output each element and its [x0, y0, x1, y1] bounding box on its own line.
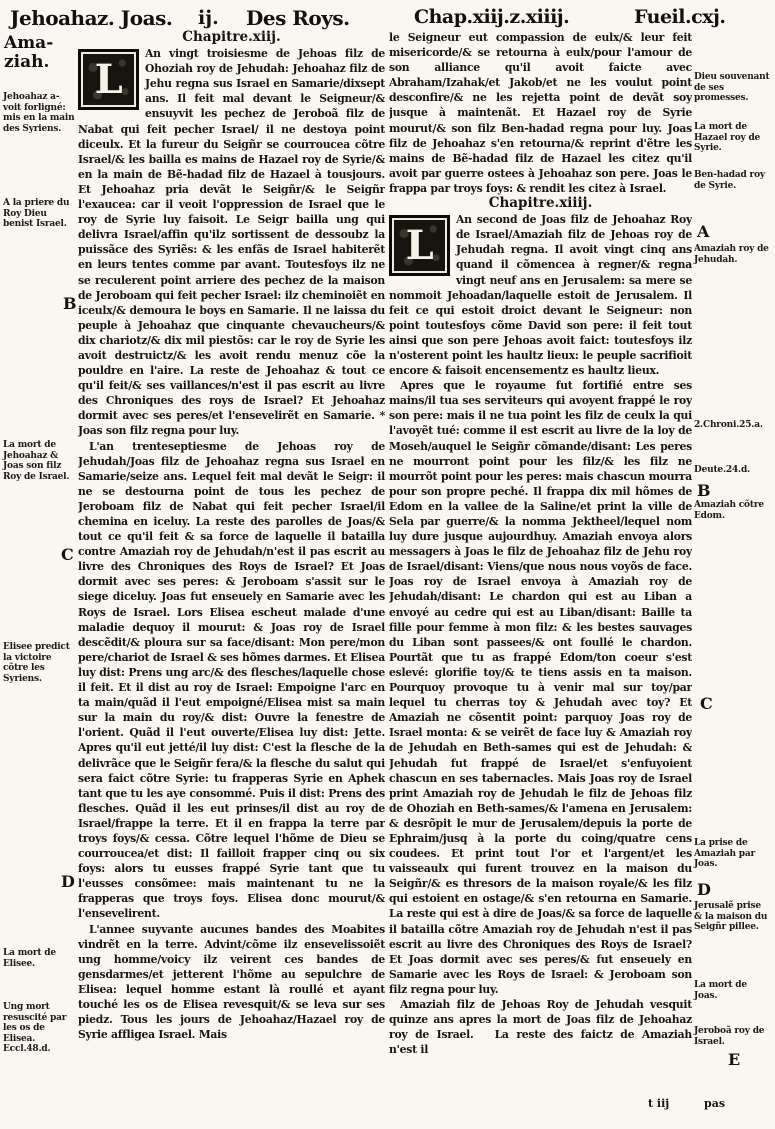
margin-note-benhadad: Ben-hadad roy de Syrie. [694, 170, 765, 191]
running-title-line1: Ama- [4, 33, 54, 53]
margin-note-mort-elisee: La mort de Elisee. [3, 948, 56, 969]
section-letter-d-right: D [697, 880, 711, 899]
text-paragraph [389, 212, 692, 378]
header-chapter-range: Chap.xiij.z.xiiij. [414, 6, 570, 28]
header-folio-number: Fueil.cxj. [634, 6, 726, 28]
header-book-number: ij. [198, 7, 219, 29]
drop-cap-letter: L [405, 221, 434, 269]
catchword: pas [704, 1097, 726, 1110]
left-text-column [78, 30, 385, 1126]
margin-note-mort-jehoahaz: La mort de Jehoahaz & Joas son filz Roy de Israel. [3, 440, 70, 482]
paragraph-text: An vingt troisiesme de Jehoas filz de Ohoziah roy de Jehudah: Jehoahaz filz de Jehu regna sus Israel en Samarie/dixsept ans. Il feit mal devant le Seigneur/& ensuyvit les pechez de Jeroboã filz de Nabat qui feit pecher Israel/ il ne destoya point diceulx. Et la fureur du Seigñr se courroucea cõtre Israel/& les bailla es mains de Hazael roy de Syrie/& en la main de Bẽ-hadad filz de Hazael à tousjours. Et Jehoahaz pria devãt le Seigñr/& le Seigñr l'exaucea: car il veoit l'oppression de Israel que le roy de Syrie luy faisoit. Le Seigr bailla ung qui delivra Israel/affin qu'ilz sortissent de dessoubz la puissãce des Syriẽs: & les enfãs de Israel habiterẽt en leurs tentes comme par avant. Toutesfoys ilz ne se reculerent point arriere des pechez de la maison de Jeroboam qui feit pecher Israel: ilz cheminoiẽt en iceulx/& demoura le boys en Samarie. Il ne laissa du peuple à Jehoahaz que cinquante chevaucheurs/& dix chariotz/& dix mil piestõs: car le roy de Syrie les avoit destruictz/& les avoit rendu menuz cõe la pouldre en l'aire. La reste de Jehoahaz & tout ce qu'il feit/& ses vaillances/n'est il pas escrit au livre des Chroniques des roys de Israel? Et Jehoahaz dormit avec ses peres/et l'ensevelirẽt en Samarie. * Joas son filz regna pour luy. [78, 47, 385, 438]
margin-note-jerusalem-prise: Jerusalẽ prise & la maison du Seigñr pillee. [694, 901, 768, 932]
left-margin-running-title [4, 34, 53, 72]
margin-note-amaziah-edom: Amaziah cõtre Edom. [694, 500, 764, 521]
header-book-title: Des Roys. [246, 6, 350, 30]
drop-cap-letter: L [94, 55, 123, 103]
chapter-heading-xiiij: Chapitre.xiiij. [488, 195, 593, 212]
section-letter-c-left: C [61, 545, 74, 564]
section-letter-e-right: E [728, 1050, 741, 1069]
section-letter-c-right: C [700, 694, 713, 713]
text-paragraph: L'an trenteseptiesme de Jehoas roy de Jehudah/Joas filz de Jehoahaz regna sus Israel en Samarie/seize ans. Lequel feit mal devãt le Seigr: il ne se destourna point de tous les pechez de Jeroboam filz de Nabat qui feit pecher Israel/il chemina en iceluy. La reste des parolles de Joas/& tout ce qu'il feit & sa force de laquelle il batailla contre Amaziah roy de Jehudah/n'est il pas escrit au livre des Chroniques des Roys de Israel? Et Joas dormit avec ses peres: & Jeroboam s'assit sur le siege diceluy. Joas fut enseuely en Samarie avec les Roys de Israel. Lors Elisea escheut malade d'une maladie dequoy il mourut: & Joas roy de Israel descẽdit/& ploura sur sa face/disant: Mon pere/mon pere/chariot de Israel & ses hõmes darmes. Et Elisea luy dist: Prens ung arc/& des flesches/laquelle chose il feit. Et il dist au roy de Israel: Empoigne l'arc en ta main/quãd il l'eut empoigné/Elisea mist sa main sur la main du roy/& dist: Ouvre la fenestre de l'orient. Quãd il l'eut ouverte/Elisea luy dist: Jette. Apres qu'il eut jetté/il luy dist: C'est la flesche de la delivrãce que le Seigñr fera/& la flesche du salut qui sera faict cõtre Syrie: tu frapperas Syrie en Aphek tant que tu les aye consommé. Puis il dist: Prens des flesches. Quãd il les eut prinses/il dist au roy de Israel/frappe la terre. Et il en frappa la terre par troys foys/& cessa. Cõtre lequel l'hõme de Dieu se courroucea/et dist: Il failloit frapper cinq ou six foys: alors tu eusses frappé Syrie tant que tu l'eusses consõmee: mais maintenant tu ne la frapperas que troys foys. Elisea donc mourut/& l'ensevelirent. [78, 439, 385, 921]
margin-note-amaziah-roy: Amaziah roy de Jehudah. [694, 244, 769, 265]
section-letter-d-left: D [61, 872, 75, 891]
section-letter-b-left: B [63, 294, 77, 313]
text-paragraph: L'annee suyvante aucunes bandes des Moabites vindrẽt en la terre. Advint/cõme ilz ensevelissoiẽt ung homme/voicy ilz veirent ces bandes de gensdarmes/et jetterent l'hõme au sepulchre de Elisea: lequel homme estant là roullé et ayant touché les os de Elisea revesquit/& se leva sur ses piedz. Tous les jours de Jehoahaz/Hazael roy de Syrie affligea Israel. Mais [78, 922, 385, 1042]
margin-note-mort-resuscite: Ung mort resuscité par les os de Elisea. Eccl.48.d. [3, 1002, 67, 1054]
margin-note-jehoahaz-forligne: Jehoahaz a-voit forligné: mis en la main des Syriens. [3, 92, 75, 134]
woodcut-initial-icon [78, 49, 139, 110]
margin-ref-deuteronome: Deute.24.d. [694, 465, 750, 475]
header-running-title: Jehoahaz. Joas. [10, 6, 173, 30]
text-paragraph [78, 46, 385, 438]
text-paragraph: Apres que le royaume fut fortifié entre ses mains/il tua ses serviteurs qui avoyent frappé le roy son pere: mais il ne tua point les filz de ceulx la qui l'avoyẽt tué: comme il est escrit au livre de la loy de Moseh/auquel le Seigñr cõmande/disant: Les peres ne mourront point pour les filz/& les filz ne mourrõt point pour les peres: mais chascun mourra pour son propre peché. Il frappa dix mil hõmes de Edom en la vallee de la Saline/et print la ville de Sela par guerre/& la nomma Jektheel/lequel nom luy dure jusque aujourdhuy. Amaziah envoya alors messagers à Joas le filz de Jehoahaz filz de Jehu roy de Israel/disant: Viens/que nous nous voyõs de face. Joas roy de Israel envoya à Amaziah roy de Jehudah/disant: Le chardon qui est au Liban a envoyé au cedre qui est au Liban/disant: Baille ta fille pour femme à mon filz: & les bestes sauvages du Liban sont passees/& ont foullé le chardon. Pourtãt que tu as frappé Edom/ton coeur s'est eslevé: glorifie toy/& te tiens assis en ta maison. Pourquoy provoque tu à venir mal sur toy/par lequel tu cherras toy & Jehudah avec toy? Et Amaziah ne cõsentit point: parquoy Joas roy de Israel monta: & se veirẽt de face luy & Amaziah roy de Jehudah en Beth-sames qui est de Jehudah: & Jehudah fut frappé de Israel/et s'enfuyoient chascun en ses tabernacles. Mais Joas roy de Israel print Amaziah roy de Jehudah le filz de Jehoas filz de Ohoziah en Beth-sames/& l'amena en Jerusalem: & desrõpit le mur de Jerusalem/depuis la porte de Ephraim/jusq à la porte du coing/quatre cens coudees. Et print tout l'or et l'argent/et les vaisseaulx qui furent trouvez en la maison du Seigñr/& es thresors de la maison royale/& les filz qui estoient en ostage/& s'en retourna en Samarie. La reste qui est à dire de Joas/& sa force de laquelle il batailla cõtre Amaziah roy de Jehudah n'est il pas escrit au livre des Chroniques des Roys de Israel? Et Joas dormit avec ses peres/& fut enseuely en Samarie avec les Roys de Israel: & Jeroboam son filz regna pour luy. [389, 379, 692, 996]
right-text-column [389, 30, 692, 1096]
running-title-line2: ziah. [4, 52, 50, 72]
section-letter-b-right: B [697, 481, 711, 500]
text-paragraph: le Seigneur eut compassion de eulx/& leur feit misericorde/& se retourna à eulx/pour l'amour de son alliance qu'il avoit faicte avec Abraham/Izahak/et Jakob/et ne les voulut point desconfire/& ne les rejetta point de devãt soy jusque à maintenãt. Et Hazael roy de Syrie mourut/& son filz Ben-hadad regna pour luy. Joas filz de Jehoahaz s'en retourna/& reprint d'ẽtre les mains de Bẽ-hadad filz de Hazael les citez qu'il avoit par guerre ostees à Jehoahaz son pere. Joas le frappa par troys foys: & rendit les citez à Israel. [389, 31, 692, 195]
gathering-signature: t iij [648, 1097, 670, 1110]
margin-note-mort-joas: La mort de Joas. [694, 980, 747, 1001]
margin-note-elisee-predict: Elisee predict la victoire cõtre les Syriens. [3, 642, 70, 684]
chapter-heading-xiij: Chapitre.xiij. [182, 30, 281, 45]
paragraph-text: An second de Joas filz de Jehoahaz Roy de Israel/Amaziah filz de Jehoas roy de Jehudah regna. Il avoit vingt cinq ans quand il cõmencea à regner/& regna vingt neuf ans en Jerusalem: sa mere se nommoit Jehoadan/laquelle estoit de Jerusalem. Il feit ce qui estoit droict devant le Seigneur: non point toutesfoys cõme David son pere: il feit tout ainsi que son pere Jehoas avoit faict: toutesfoys ilz n'osterent point les haultz lieux: le peuple sacrifioit encore & faisoit encensementz es haultz lieux. [389, 213, 692, 378]
text-paragraph: Amaziah filz de Jehoas Roy de Jehudah vesquit quinze ans apres la mort de Joas filz de Jehoahaz roy de Israel. La reste des faictz de Amaziah n'est il [389, 998, 692, 1057]
margin-note-priere-du-roy: A la priere du Roy Dieu benist Israel. [3, 198, 70, 229]
margin-note-prise-amaziah: La prise de Amaziah par Joas. [694, 838, 756, 869]
margin-note-jeroboam: Jeroboã roy de Israel. [694, 1026, 765, 1047]
margin-note-mort-hazael: La mort de Hazael roy de Syrie. [694, 122, 761, 153]
margin-note-dieu-promesses: Dieu souvenant de ses promesses. [694, 72, 770, 103]
margin-ref-chroniques: 2.Chroni.25.a. [694, 420, 763, 430]
woodcut-initial-icon [389, 215, 450, 276]
section-letter-a-right: A [697, 222, 710, 241]
